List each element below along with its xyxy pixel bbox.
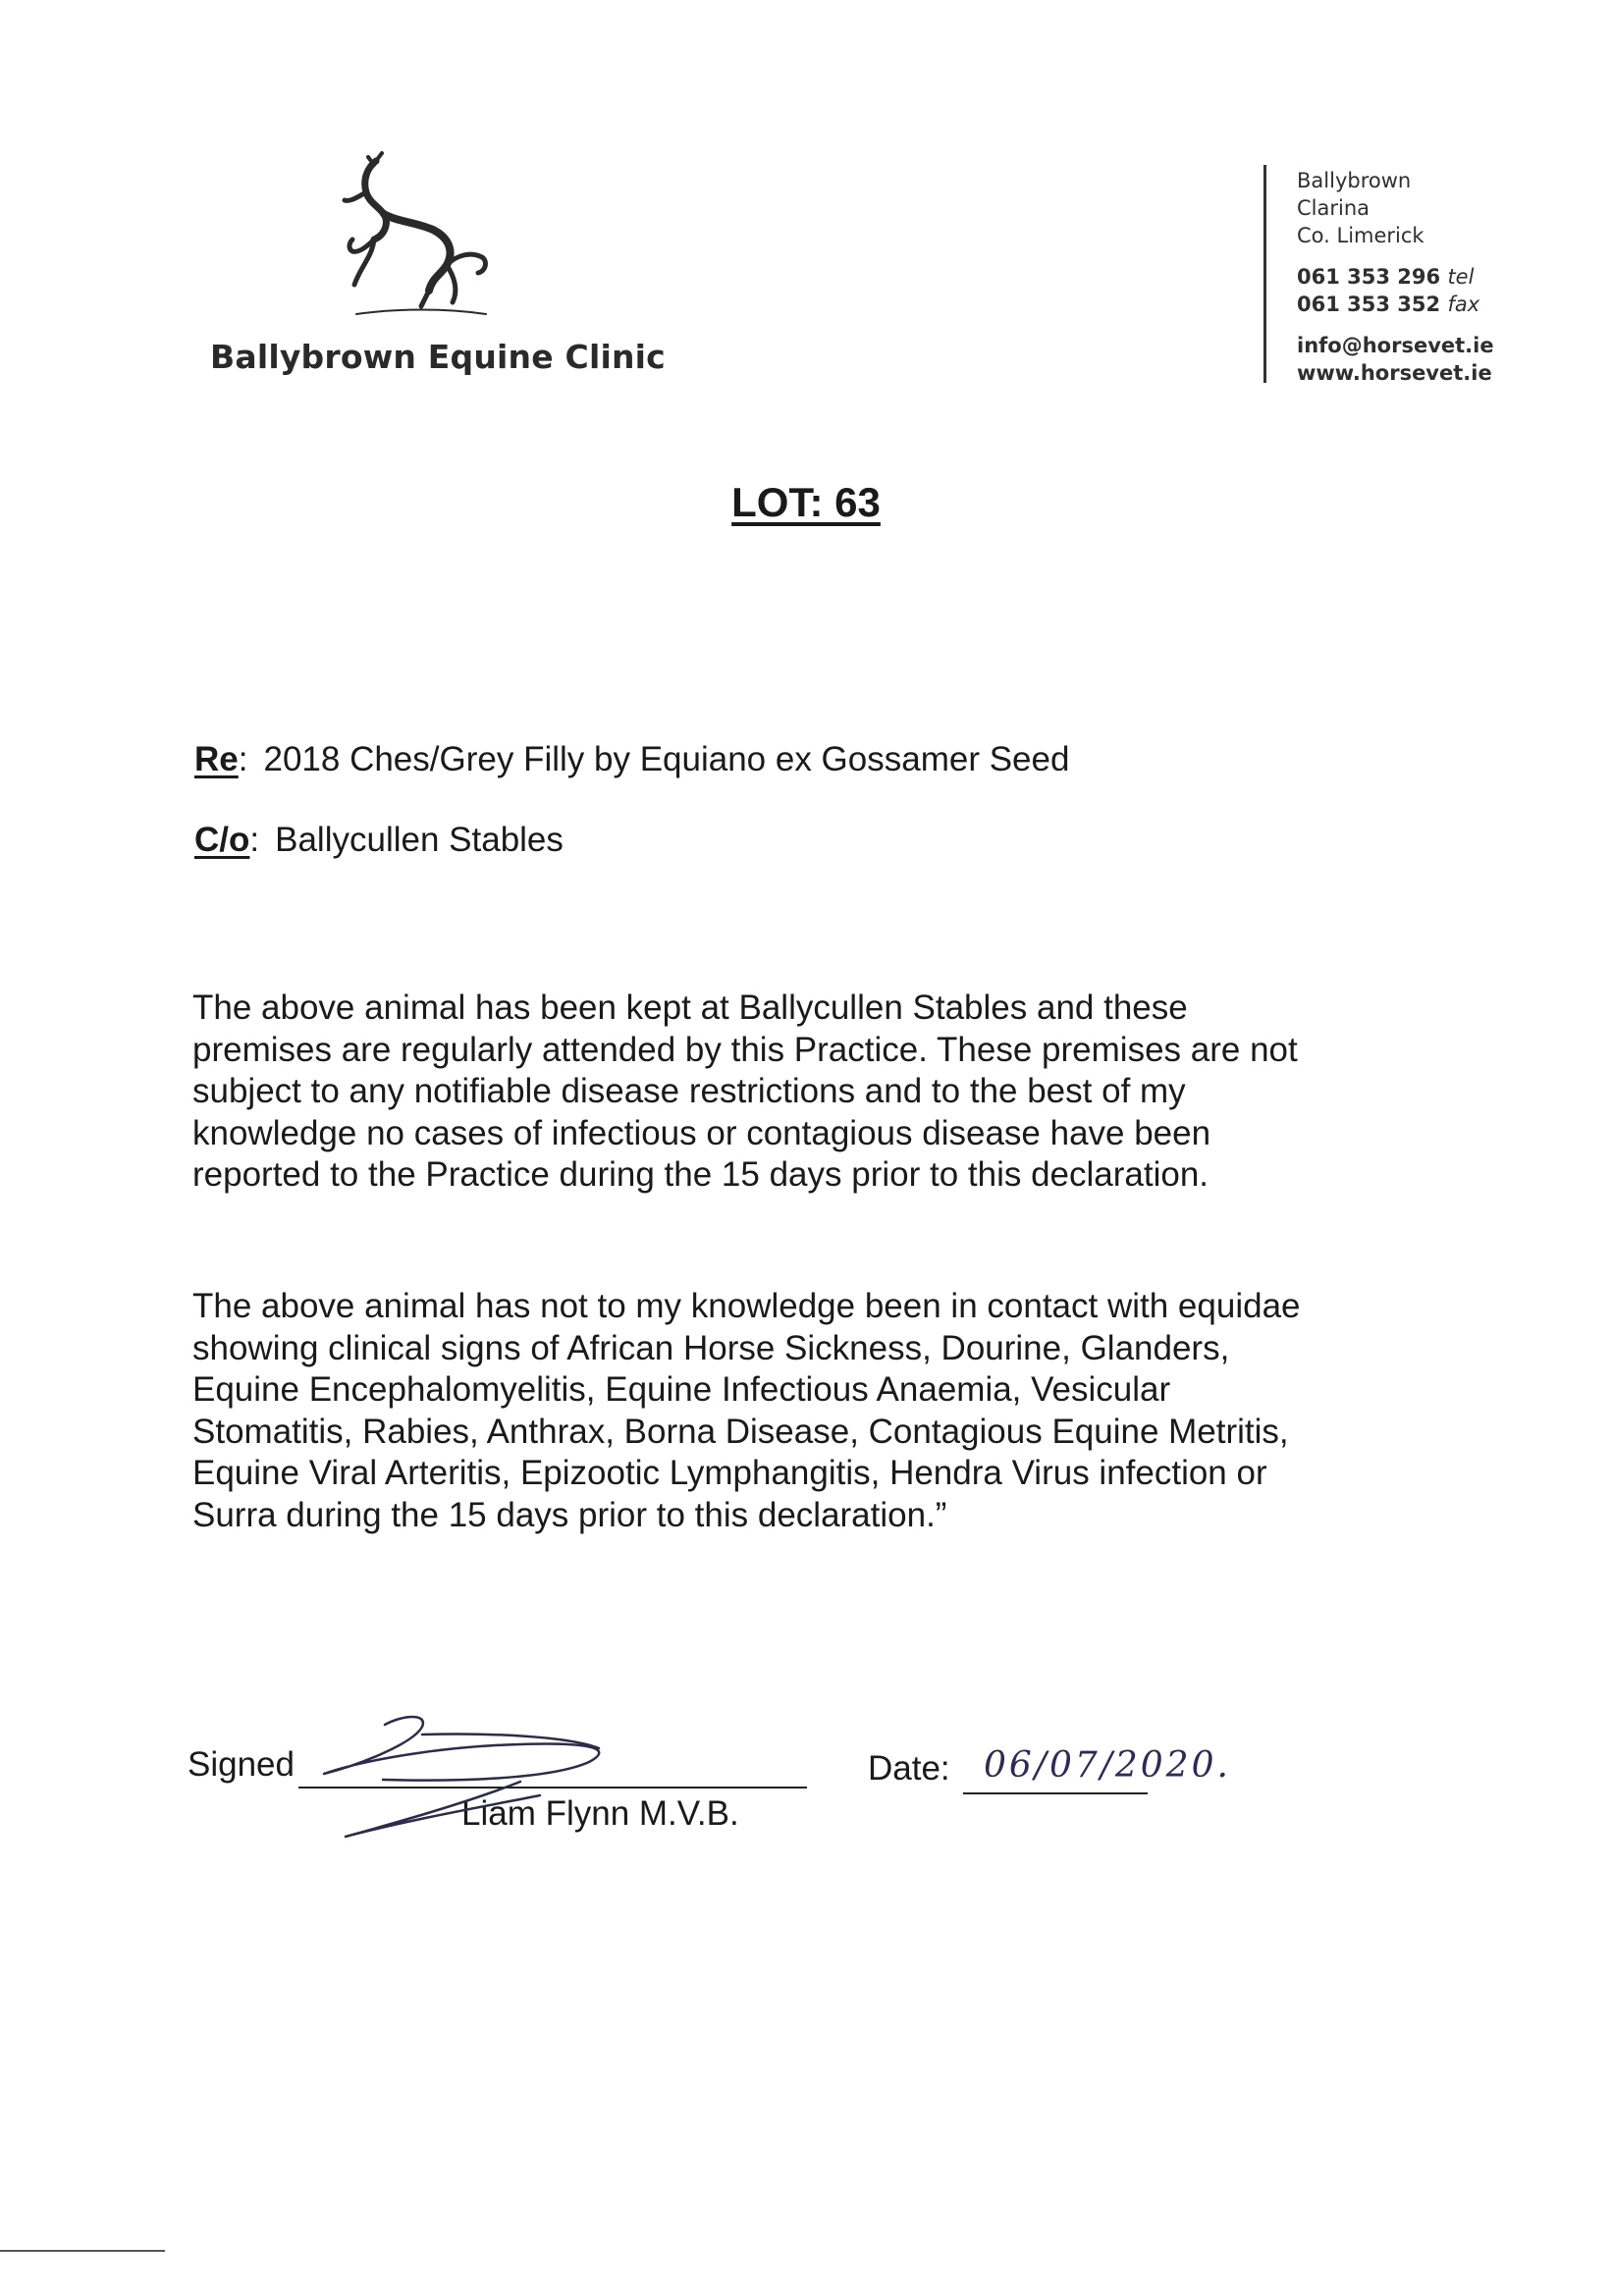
address-line-3: Co. Limerick: [1297, 224, 1424, 247]
re-row: Re: 2018 Ches/Grey Filly by Equiano ex Gossamer Seed: [194, 740, 1070, 778]
address-line-2: Clarina: [1297, 196, 1370, 220]
letterhead-divider: [1263, 165, 1266, 383]
fax-line: [1297, 291, 1494, 318]
body-paragraph-2: The above animal has not to my knowledge been in contact with equidae showing clinical signs of African Horse Sickness, Dourine, Glanders, Equine Encephalomyelitis, Equine Infectious Anaemia, Vesicular Stomatitis, Rabies, Anthrax, Borna Disease, Contagious Equine Metritis, Equine Viral Arteritis, Epizootic Lymphangitis, Hendra Virus infection or Surra during the 15 days prior to this declaration.”: [192, 1287, 1301, 1534]
address-line-1: Ballybrown: [1297, 169, 1412, 192]
website-address: www.horsevet.ie: [1297, 361, 1492, 385]
co-value: Ballycullen Stables: [275, 821, 564, 859]
lot-number: LOT: 63: [731, 479, 881, 525]
email-address: info@horsevet.ie: [1297, 334, 1494, 357]
rearing-horse-logo-icon: [339, 149, 496, 321]
phone-line: [1297, 263, 1494, 291]
handwritten-signature: [295, 1703, 746, 1850]
re-value: 2018 Ches/Grey Filly by Equiano ex Gossamer Seed: [263, 740, 1070, 778]
phone-number: 061 353 296: [1297, 265, 1441, 289]
date-label: Date:: [868, 1749, 950, 1788]
handwritten-date: 06/07/2020.: [984, 1745, 1231, 1786]
signed-label: Signed: [188, 1745, 295, 1784]
fax-label: fax: [1447, 293, 1480, 316]
co-row: C/o: Ballycullen Stables: [194, 821, 564, 859]
phone-label: tel: [1447, 265, 1475, 289]
clinic-name: Ballybrown Equine Clinic: [210, 338, 666, 376]
body-paragraph-1: The above animal has been kept at Ballycullen Stables and these premises are regularly attended by this Practice. These premises are not subject to any notifiable disease restrictions and to the best of my knowledge no cases of infectious or contagious disease have been reported to the Practice during the 15 days prior to this declaration.: [192, 988, 1298, 1194]
co-key: C/o: [194, 821, 250, 859]
contact-block: [1297, 167, 1494, 387]
date-line: [963, 1792, 1148, 1794]
footer-rule: [0, 2250, 165, 2252]
re-key: Re: [194, 740, 239, 778]
fax-number: 061 353 352: [1297, 293, 1441, 316]
signer-name: Liam Flynn M.V.B.: [461, 1794, 739, 1833]
